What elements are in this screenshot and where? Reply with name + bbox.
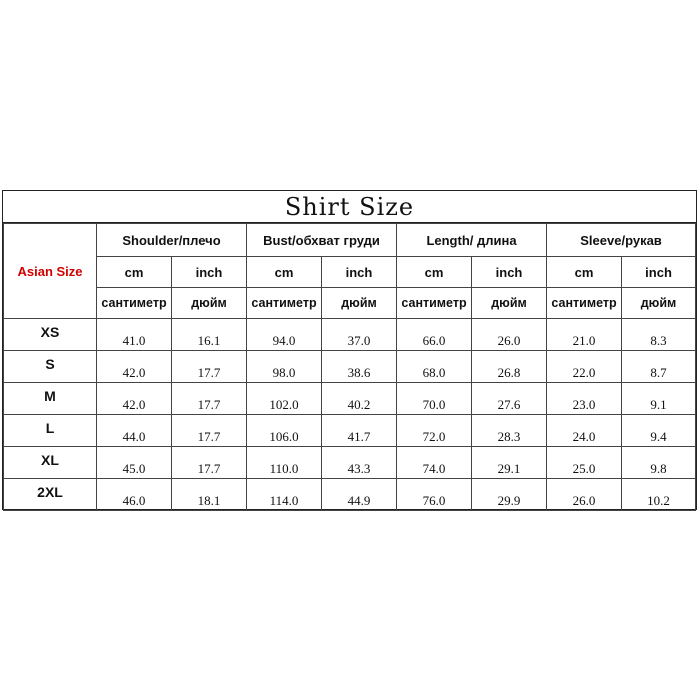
table-cell: 43.3	[322, 447, 397, 479]
unit-inch: inch	[172, 257, 247, 288]
table-cell: 114.0	[247, 479, 322, 511]
table-cell: 17.7	[172, 383, 247, 415]
table-cell: 18.1	[172, 479, 247, 511]
table-cell: 17.7	[172, 415, 247, 447]
table-cell: 40.2	[322, 383, 397, 415]
table-cell: 9.8	[622, 447, 696, 479]
table-cell: 21.0	[547, 319, 622, 351]
measure-header-bust: Bust/обхват груди	[247, 224, 397, 257]
table-cell: 29.9	[472, 479, 547, 511]
table-cell: 45.0	[97, 447, 172, 479]
table-cell: 37.0	[322, 319, 397, 351]
unit-inch-ru: дюйм	[322, 288, 397, 319]
table-row	[4, 351, 696, 383]
table-cell: 74.0	[397, 447, 472, 479]
table-cell: 42.0	[97, 383, 172, 415]
table-cell: 9.1	[622, 383, 696, 415]
table-cell: 16.1	[172, 319, 247, 351]
chart-title: Shirt Size	[3, 191, 696, 223]
table-cell: 68.0	[397, 351, 472, 383]
table-cell: 17.7	[172, 351, 247, 383]
measure-header-shoulder: Shoulder/плечо	[97, 224, 247, 257]
unit-cm: cm	[247, 257, 322, 288]
size-label: L	[4, 415, 97, 447]
unit-inch-ru: дюйм	[472, 288, 547, 319]
unit-cm-ru: сантиметр	[397, 288, 472, 319]
size-chart	[2, 190, 697, 510]
table-cell: 70.0	[397, 383, 472, 415]
size-label: XS	[4, 319, 97, 351]
table-row	[4, 447, 696, 479]
table-cell: 41.0	[97, 319, 172, 351]
unit-cm: cm	[397, 257, 472, 288]
unit-inch: inch	[472, 257, 547, 288]
size-label: S	[4, 351, 97, 383]
size-label: M	[4, 383, 97, 415]
table-row	[4, 415, 696, 447]
table-row	[4, 479, 696, 511]
table-cell: 41.7	[322, 415, 397, 447]
table-cell: 26.8	[472, 351, 547, 383]
size-label: XL	[4, 447, 97, 479]
unit-cm: cm	[547, 257, 622, 288]
table-cell: 26.0	[472, 319, 547, 351]
unit-inch: inch	[322, 257, 397, 288]
unit-inch: inch	[622, 257, 696, 288]
table-cell: 94.0	[247, 319, 322, 351]
table-cell: 9.4	[622, 415, 696, 447]
table-cell: 10.2	[622, 479, 696, 511]
table-cell: 72.0	[397, 415, 472, 447]
table-row	[4, 319, 696, 351]
table-cell: 25.0	[547, 447, 622, 479]
table-cell: 106.0	[247, 415, 322, 447]
table-cell: 29.1	[472, 447, 547, 479]
asian-size-label: Asian Size	[4, 224, 97, 319]
size-label: 2XL	[4, 479, 97, 511]
table-cell: 44.9	[322, 479, 397, 511]
measure-header-sleeve: Sleeve/рукав	[547, 224, 696, 257]
unit-cm-ru: сантиметр	[97, 288, 172, 319]
table-cell: 98.0	[247, 351, 322, 383]
table-cell: 28.3	[472, 415, 547, 447]
measure-header-length: Length/ длина	[397, 224, 547, 257]
table-cell: 8.7	[622, 351, 696, 383]
unit-inch-ru: дюйм	[172, 288, 247, 319]
unit-cm-ru: сантиметр	[247, 288, 322, 319]
table-cell: 110.0	[247, 447, 322, 479]
size-table	[3, 223, 696, 511]
unit-inch-ru: дюйм	[622, 288, 696, 319]
table-cell: 8.3	[622, 319, 696, 351]
table-cell: 23.0	[547, 383, 622, 415]
table-cell: 76.0	[397, 479, 472, 511]
table-cell: 66.0	[397, 319, 472, 351]
unit-cm-ru: сантиметр	[547, 288, 622, 319]
table-cell: 26.0	[547, 479, 622, 511]
table-cell: 102.0	[247, 383, 322, 415]
table-cell: 44.0	[97, 415, 172, 447]
table-cell: 22.0	[547, 351, 622, 383]
table-row	[4, 383, 696, 415]
table-cell: 38.6	[322, 351, 397, 383]
table-cell: 17.7	[172, 447, 247, 479]
table-cell: 46.0	[97, 479, 172, 511]
table-cell: 24.0	[547, 415, 622, 447]
table-cell: 42.0	[97, 351, 172, 383]
unit-cm: cm	[97, 257, 172, 288]
table-cell: 27.6	[472, 383, 547, 415]
